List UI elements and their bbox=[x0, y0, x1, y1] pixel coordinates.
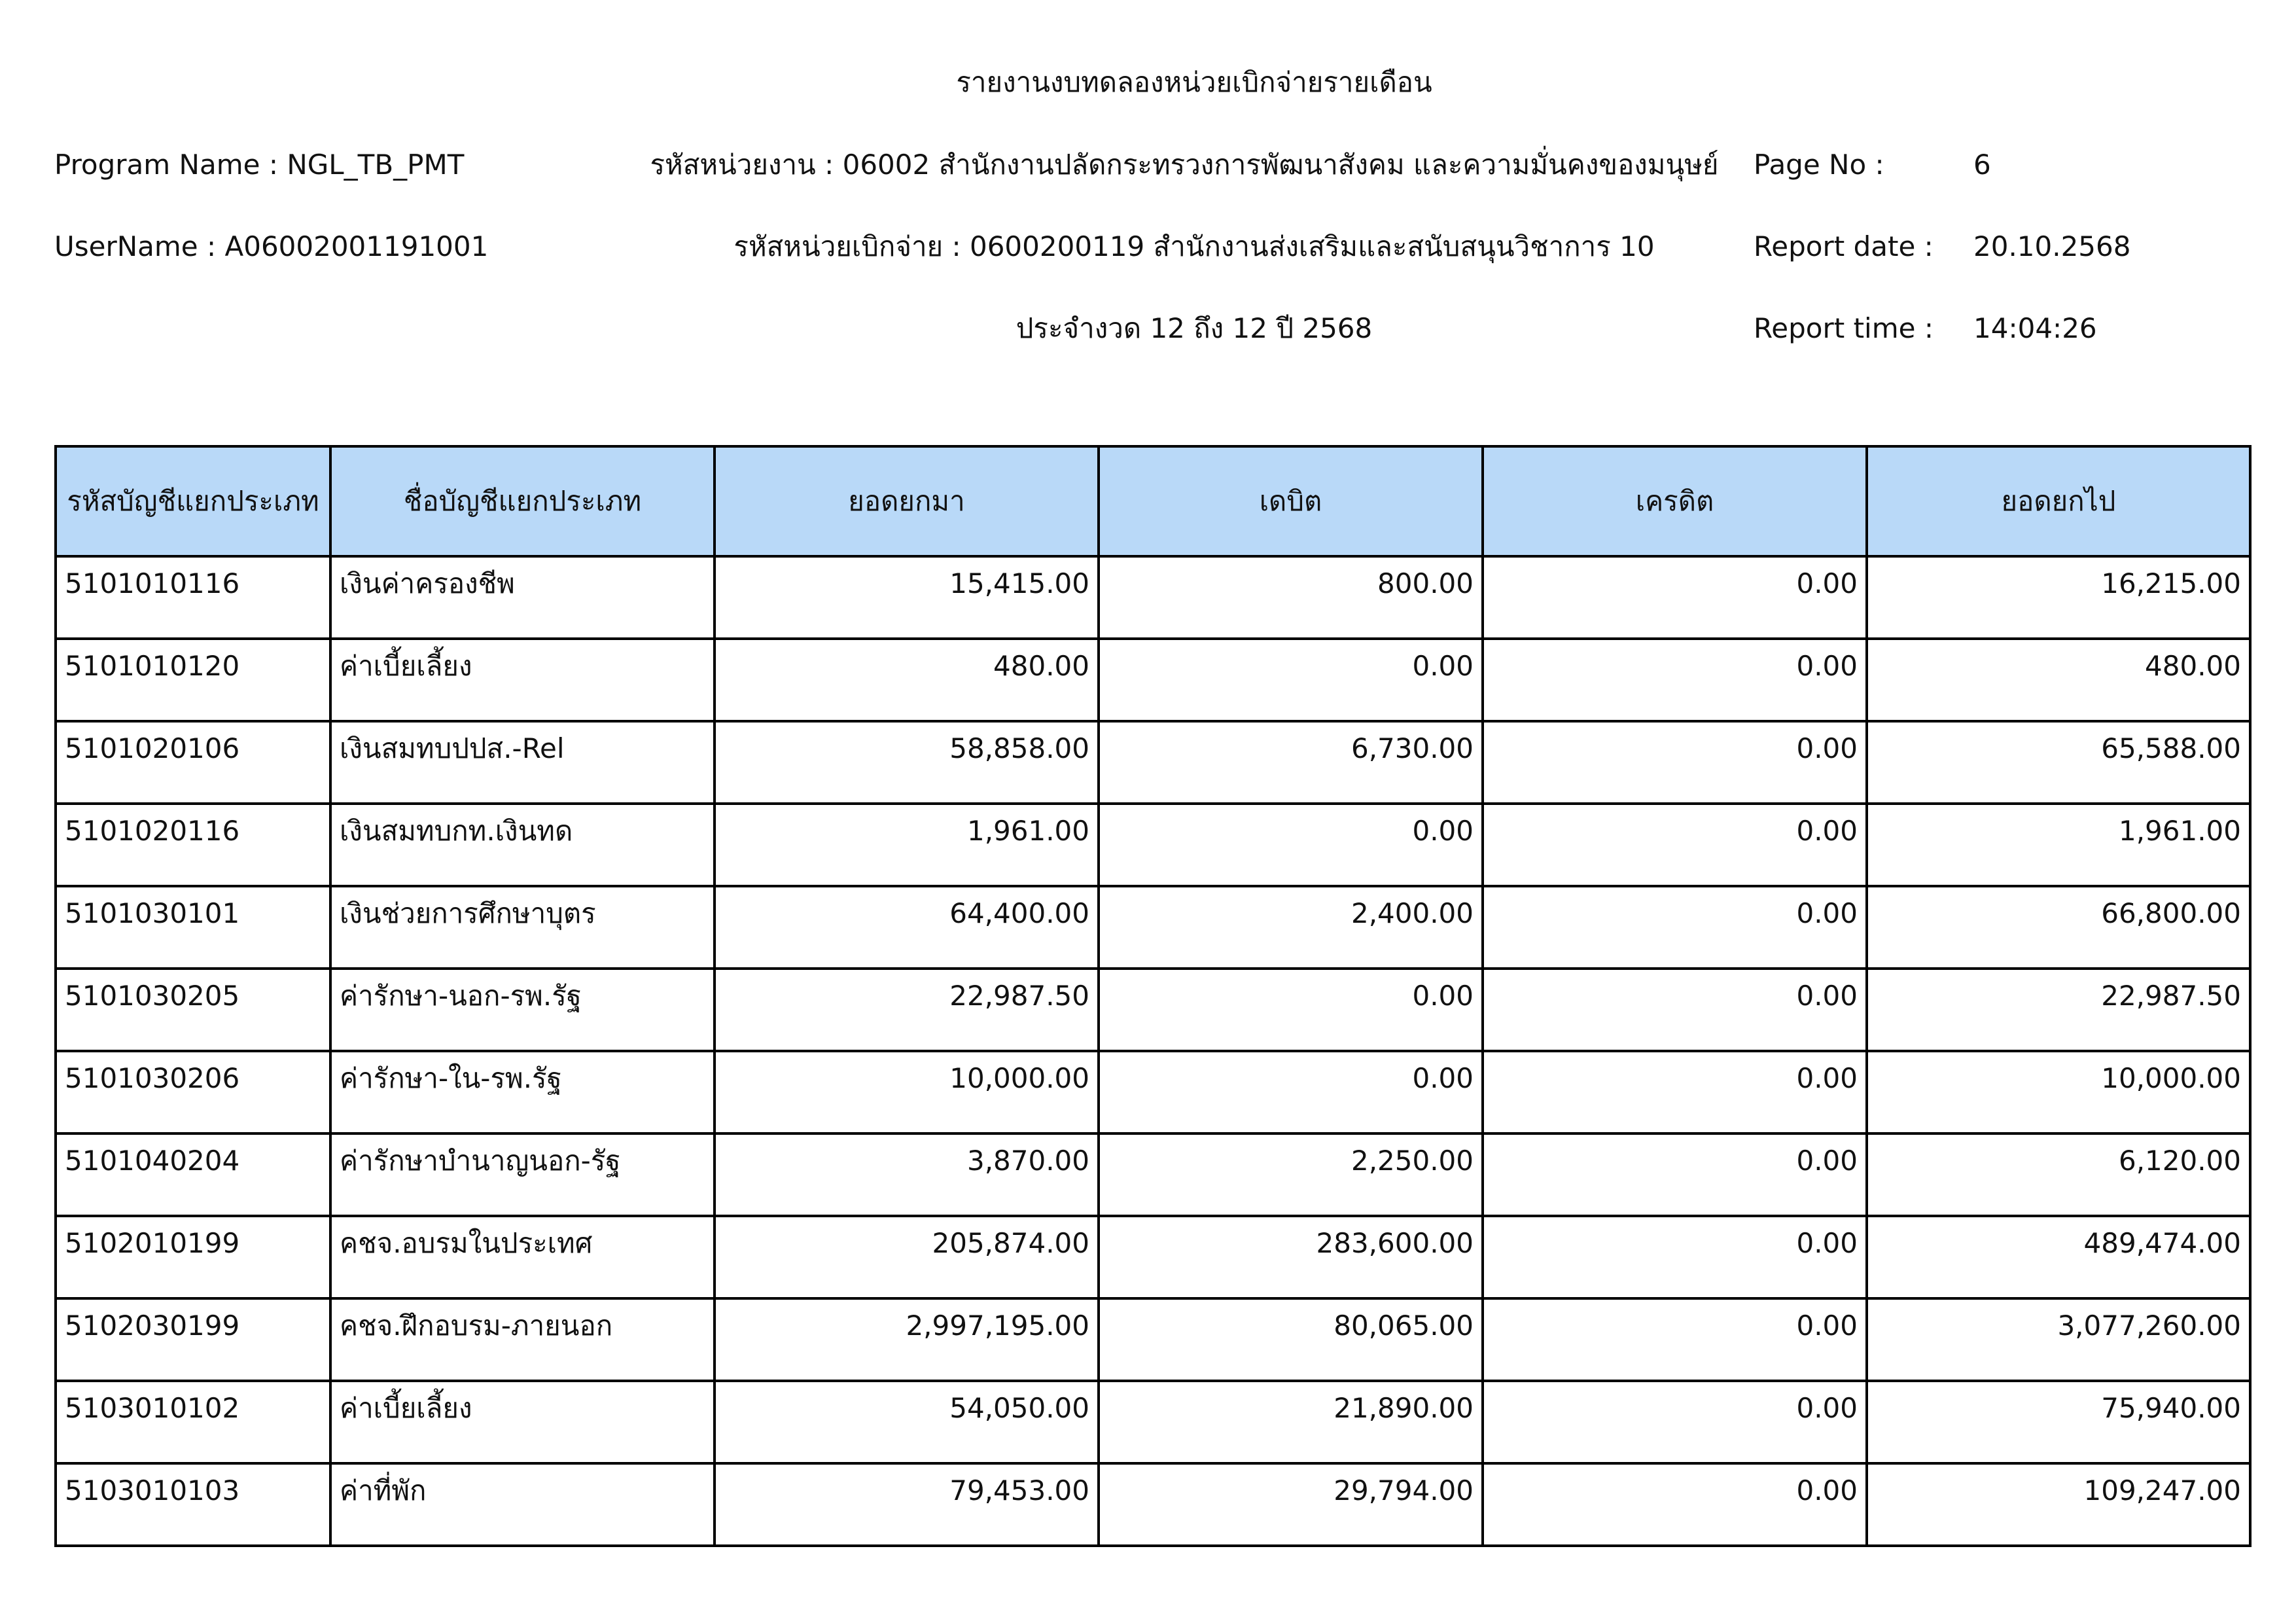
closing-balance-cell: 16,215.00 bbox=[1867, 556, 2250, 639]
debit-cell: 21,890.00 bbox=[1099, 1381, 1483, 1463]
account-name-cell: เงินสมทบกท.เงินทด bbox=[330, 804, 715, 886]
report-time-label: Report time : bbox=[1754, 312, 1934, 344]
table-row bbox=[56, 1463, 2250, 1546]
table-row bbox=[56, 1216, 2250, 1298]
opening-balance-cell: 58,858.00 bbox=[715, 721, 1099, 804]
account-code-cell: 5101020106 bbox=[56, 721, 330, 804]
opening-balance-cell: 3,870.00 bbox=[715, 1133, 1099, 1216]
account-code-cell: 5101030206 bbox=[56, 1051, 330, 1133]
table-body bbox=[56, 556, 2250, 1546]
column-header-account-name: ชื่อบัญชีแยกประเภท bbox=[330, 446, 715, 556]
report-time-value: 14:04:26 bbox=[1973, 312, 2097, 344]
opening-balance-cell: 64,400.00 bbox=[715, 886, 1099, 969]
credit-cell: 0.00 bbox=[1483, 1298, 1867, 1381]
credit-cell: 0.00 bbox=[1483, 639, 1867, 721]
table-row bbox=[56, 886, 2250, 969]
debit-cell: 283,600.00 bbox=[1099, 1216, 1483, 1298]
table-row bbox=[56, 1051, 2250, 1133]
account-name-cell: คชจ.ฝึกอบรม-ภายนอก bbox=[330, 1298, 715, 1381]
account-name-cell: ค่าเบี้ยเลี้ยง bbox=[330, 639, 715, 721]
disbursing-unit: รหัสหน่วยเบิกจ่าย : 0600200119 สำนักงานส่งเสริมและสนับสนุนวิชาการ 10 bbox=[733, 230, 1655, 262]
username: UserName : A06002001191001 bbox=[54, 230, 489, 262]
program-name: Program Name : NGL_TB_PMT bbox=[54, 149, 465, 181]
opening-balance-cell: 10,000.00 bbox=[715, 1051, 1099, 1133]
account-code-cell: 5103010102 bbox=[56, 1381, 330, 1463]
table-row bbox=[56, 639, 2250, 721]
opening-balance-cell: 205,874.00 bbox=[715, 1216, 1099, 1298]
agency-code: รหัสหน่วยงาน : 06002 สำนักงานปลัดกระทรวงการพัฒนาสังคม และความมั่นคงของมนุษย์ bbox=[650, 149, 1719, 181]
account-code-cell: 5101010120 bbox=[56, 639, 330, 721]
account-name-cell: ค่าเบี้ยเลี้ยง bbox=[330, 1381, 715, 1463]
column-header-account-code: รหัสบัญชีแยกประเภท bbox=[56, 446, 330, 556]
opening-balance-cell: 54,050.00 bbox=[715, 1381, 1099, 1463]
credit-cell: 0.00 bbox=[1483, 886, 1867, 969]
trial-balance-table bbox=[54, 445, 2252, 1547]
closing-balance-cell: 75,940.00 bbox=[1867, 1381, 2250, 1463]
credit-cell: 0.00 bbox=[1483, 804, 1867, 886]
table-row bbox=[56, 1381, 2250, 1463]
debit-cell: 6,730.00 bbox=[1099, 721, 1483, 804]
debit-cell: 0.00 bbox=[1099, 969, 1483, 1051]
opening-balance-cell: 15,415.00 bbox=[715, 556, 1099, 639]
account-code-cell: 5102030199 bbox=[56, 1298, 330, 1381]
closing-balance-cell: 109,247.00 bbox=[1867, 1463, 2250, 1546]
closing-balance-cell: 66,800.00 bbox=[1867, 886, 2250, 969]
closing-balance-cell: 6,120.00 bbox=[1867, 1133, 2250, 1216]
table-row bbox=[56, 1298, 2250, 1381]
credit-cell: 0.00 bbox=[1483, 1133, 1867, 1216]
debit-cell: 0.00 bbox=[1099, 804, 1483, 886]
report-date-label: Report date : bbox=[1754, 230, 1934, 262]
account-code-cell: 5102010199 bbox=[56, 1216, 330, 1298]
account-name-cell: คชจ.อบรมในประเทศ bbox=[330, 1216, 715, 1298]
table-row bbox=[56, 969, 2250, 1051]
page-no-label: Page No : bbox=[1754, 149, 1884, 181]
account-name-cell: เงินช่วยการศึกษาบุตร bbox=[330, 886, 715, 969]
column-header-debit: เดบิต bbox=[1099, 446, 1483, 556]
debit-cell: 2,400.00 bbox=[1099, 886, 1483, 969]
opening-balance-cell: 79,453.00 bbox=[715, 1463, 1099, 1546]
table-row bbox=[56, 1133, 2250, 1216]
debit-cell: 2,250.00 bbox=[1099, 1133, 1483, 1216]
opening-balance-cell: 22,987.50 bbox=[715, 969, 1099, 1051]
closing-balance-cell: 22,987.50 bbox=[1867, 969, 2250, 1051]
account-code-cell: 5101030101 bbox=[56, 886, 330, 969]
credit-cell: 0.00 bbox=[1483, 1051, 1867, 1133]
credit-cell: 0.00 bbox=[1483, 721, 1867, 804]
opening-balance-cell: 2,997,195.00 bbox=[715, 1298, 1099, 1381]
column-header-closing-balance: ยอดยกไป bbox=[1867, 446, 2250, 556]
debit-cell: 80,065.00 bbox=[1099, 1298, 1483, 1381]
account-code-cell: 5101010116 bbox=[56, 556, 330, 639]
credit-cell: 0.00 bbox=[1483, 1463, 1867, 1546]
debit-cell: 800.00 bbox=[1099, 556, 1483, 639]
account-code-cell: 5101030205 bbox=[56, 969, 330, 1051]
table-row bbox=[56, 556, 2250, 639]
report-period: ประจำงวด 12 ถึง 12 ปี 2568 bbox=[1016, 312, 1373, 344]
credit-cell: 0.00 bbox=[1483, 1216, 1867, 1298]
account-name-cell: ค่ารักษา-นอก-รพ.รัฐ bbox=[330, 969, 715, 1051]
table-row bbox=[56, 804, 2250, 886]
opening-balance-cell: 480.00 bbox=[715, 639, 1099, 721]
closing-balance-cell: 3,077,260.00 bbox=[1867, 1298, 2250, 1381]
report-title: รายงานงบทดลองหน่วยเบิกจ่ายรายเดือน bbox=[956, 66, 1432, 98]
account-code-cell: 5101020116 bbox=[56, 804, 330, 886]
account-name-cell: ค่ารักษา-ใน-รพ.รัฐ bbox=[330, 1051, 715, 1133]
column-header-credit: เครดิต bbox=[1483, 446, 1867, 556]
credit-cell: 0.00 bbox=[1483, 1381, 1867, 1463]
debit-cell: 0.00 bbox=[1099, 1051, 1483, 1133]
closing-balance-cell: 480.00 bbox=[1867, 639, 2250, 721]
account-name-cell: เงินสมทบปปส.-Rel bbox=[330, 721, 715, 804]
credit-cell: 0.00 bbox=[1483, 556, 1867, 639]
account-code-cell: 5101040204 bbox=[56, 1133, 330, 1216]
account-code-cell: 5103010103 bbox=[56, 1463, 330, 1546]
opening-balance-cell: 1,961.00 bbox=[715, 804, 1099, 886]
report-date-value: 20.10.2568 bbox=[1973, 230, 2131, 262]
column-header-opening-balance: ยอดยกมา bbox=[715, 446, 1099, 556]
closing-balance-cell: 1,961.00 bbox=[1867, 804, 2250, 886]
debit-cell: 0.00 bbox=[1099, 639, 1483, 721]
table-header-row bbox=[56, 446, 2250, 556]
closing-balance-cell: 489,474.00 bbox=[1867, 1216, 2250, 1298]
account-name-cell: ค่ารักษาบำนาญนอก-รัฐ bbox=[330, 1133, 715, 1216]
page-no-value: 6 bbox=[1973, 149, 1991, 181]
table-row bbox=[56, 721, 2250, 804]
closing-balance-cell: 10,000.00 bbox=[1867, 1051, 2250, 1133]
credit-cell: 0.00 bbox=[1483, 969, 1867, 1051]
debit-cell: 29,794.00 bbox=[1099, 1463, 1483, 1546]
account-name-cell: เงินค่าครองชีพ bbox=[330, 556, 715, 639]
closing-balance-cell: 65,588.00 bbox=[1867, 721, 2250, 804]
account-name-cell: ค่าที่พัก bbox=[330, 1463, 715, 1546]
